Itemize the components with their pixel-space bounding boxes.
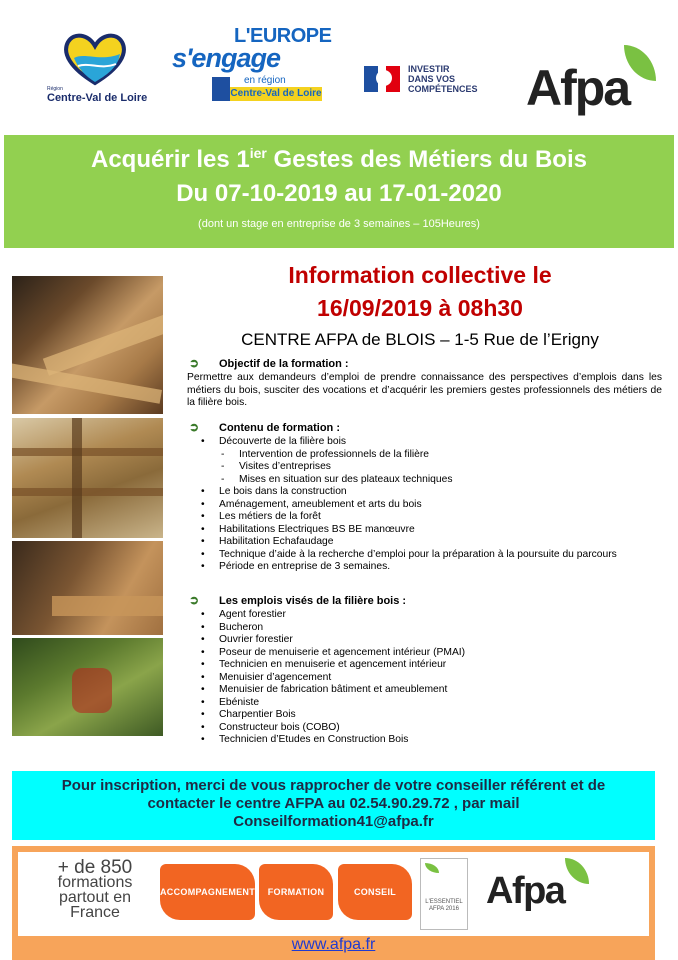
list-item: - Mises en situation sur des plateaux techniques — [187, 474, 662, 487]
roof-frame-photo — [12, 418, 163, 538]
afpa-logo — [526, 45, 656, 115]
conseil-pill: CONSEIL — [338, 864, 412, 920]
woodwork-photo-1 — [12, 276, 163, 414]
footer-inner — [18, 852, 649, 936]
list-item: • Charpentier Bois — [187, 709, 662, 722]
europe-line3: en région — [244, 75, 286, 86]
leaf-icon — [425, 863, 439, 873]
europe-line2: s'engage — [172, 43, 280, 73]
list-item: • Menuisier de fabrication bâtiment et ameublement — [187, 684, 662, 697]
list-item: • Aménagement, ameublement et arts du bois — [187, 499, 662, 512]
list-item: • Les métiers de la forêt — [187, 511, 662, 524]
formation-pill: FORMATION — [259, 864, 333, 920]
region-centre-val-de-loire-logo — [40, 28, 150, 108]
emplois-heading: ➲ Les emplois visés de la filière bois : — [189, 593, 407, 607]
objectif-text: Permettre aux demandeurs d’emploi de prendre connaissance des perspectives d’emplois dans les métiers du bois, susciter des vocations et d’acquérir les premiers gestes professionnels des métiers de la filière bois. — [187, 372, 662, 408]
region-small-label: Région — [47, 86, 63, 92]
chainsaw-forest-photo — [12, 638, 163, 736]
list-item: • Habilitations Electriques BS BE manœuvre — [187, 524, 662, 537]
afpa-leaf-icon — [565, 858, 589, 884]
info-collective-date: 16/09/2019 à 08h30 — [317, 295, 523, 321]
training-subtitle: (dont un stage en entreprise de 3 semaines – 105Heures) — [198, 218, 480, 230]
formations-count: + de 850 formations partout en France — [57, 857, 133, 921]
objectif-section — [187, 358, 662, 410]
europe-sengage-logo — [172, 25, 332, 105]
inscription-line2: contacter le centre AFPA au 02.54.90.29.72 , par mail — [147, 795, 520, 812]
list-item: • Découverte de la filière bois — [187, 436, 662, 449]
afpa-wordmark-footer: Afpa — [486, 870, 565, 912]
inscription-box — [12, 771, 655, 840]
list-item: • Ebéniste — [187, 697, 662, 710]
arrow-right-icon: ➲ — [189, 420, 200, 434]
emplois-section — [187, 595, 662, 747]
investir-line3: COMPÉTENCES — [408, 84, 478, 94]
training-dates: Du 07-10-2019 au 17-01-2020 — [176, 180, 502, 207]
list-item: - Visites d’entreprises — [187, 461, 662, 474]
list-item: • Période en entreprise de 3 semaines. — [187, 561, 662, 574]
list-item: - Intervention de professionnels de la filière — [187, 449, 662, 462]
objectif-heading: ➲ Objectif de la formation : — [189, 356, 349, 370]
eu-flag-icon — [212, 77, 230, 101]
list-item: • Le bois dans la construction — [187, 486, 662, 499]
emplois-list — [187, 609, 662, 747]
list-item: • Technique d’aide à la recherche d’emploi pour la préparation à la poursuite du parcours — [187, 549, 662, 562]
investir-competences-logo — [364, 60, 484, 110]
list-item: • Technicien en menuiserie et agencement intérieur — [187, 659, 662, 672]
center-address: CENTRE AFPA de BLOIS – 1-5 Rue de l’Erigny — [241, 330, 599, 349]
investir-line2: DANS VOS — [408, 74, 456, 84]
inscription-email[interactable]: Conseilformation41@afpa.fr — [233, 813, 434, 830]
logo-bar — [0, 0, 678, 125]
list-item: • Technicien d’Etudes en Construction Bois — [187, 734, 662, 747]
contenu-list — [187, 486, 662, 574]
afpa-brochure-image: L'ESSENTIEL AFPA 2016 — [420, 858, 468, 930]
list-item: • Habilitation Echafaudage — [187, 536, 662, 549]
list-item: • Ouvrier forestier — [187, 634, 662, 647]
arrow-right-icon: ➲ — [189, 356, 200, 370]
accompagnement-pill: ACCOMPAGNEMENT — [160, 864, 255, 920]
afpa-wordmark: Afpa — [526, 60, 630, 116]
info-collective-heading: Information collective le — [288, 262, 552, 288]
europe-line4: Centre-Val de Loire — [230, 88, 322, 99]
footer-banner — [12, 846, 655, 960]
training-title: Acquérir les $1^{ier}$ Gestes des Métiers du Bois — [91, 145, 587, 173]
list-item: • Menuisier d’agencement — [187, 672, 662, 685]
list-item: • Agent forestier — [187, 609, 662, 622]
inscription-line1: Pour inscription, merci de vous rapprocher de votre conseiller référent et de — [61, 777, 606, 794]
list-item: • Constructeur bois (COBO) — [187, 722, 662, 735]
title-banner — [4, 135, 674, 248]
contenu-sublist — [187, 449, 662, 487]
region-heart-icon — [60, 28, 130, 88]
europe-line1: L'EUROPE — [234, 25, 332, 47]
region-name: Centre-Val de Loire — [47, 92, 148, 104]
list-item: • Bucheron — [187, 622, 662, 635]
carving-photo — [12, 541, 163, 635]
contenu-list — [187, 436, 662, 449]
arrow-right-icon: ➲ — [189, 593, 200, 607]
afpa-website-link[interactable]: www.afpa.fr — [291, 936, 376, 953]
marianne-icon — [364, 62, 404, 96]
contenu-heading: ➲ Contenu de formation : — [189, 420, 340, 434]
investir-line1: INVESTIR — [408, 64, 450, 74]
contenu-section — [187, 422, 662, 574]
list-item: • Poseur de menuiserie et agencement intérieur (PMAI) — [187, 647, 662, 660]
